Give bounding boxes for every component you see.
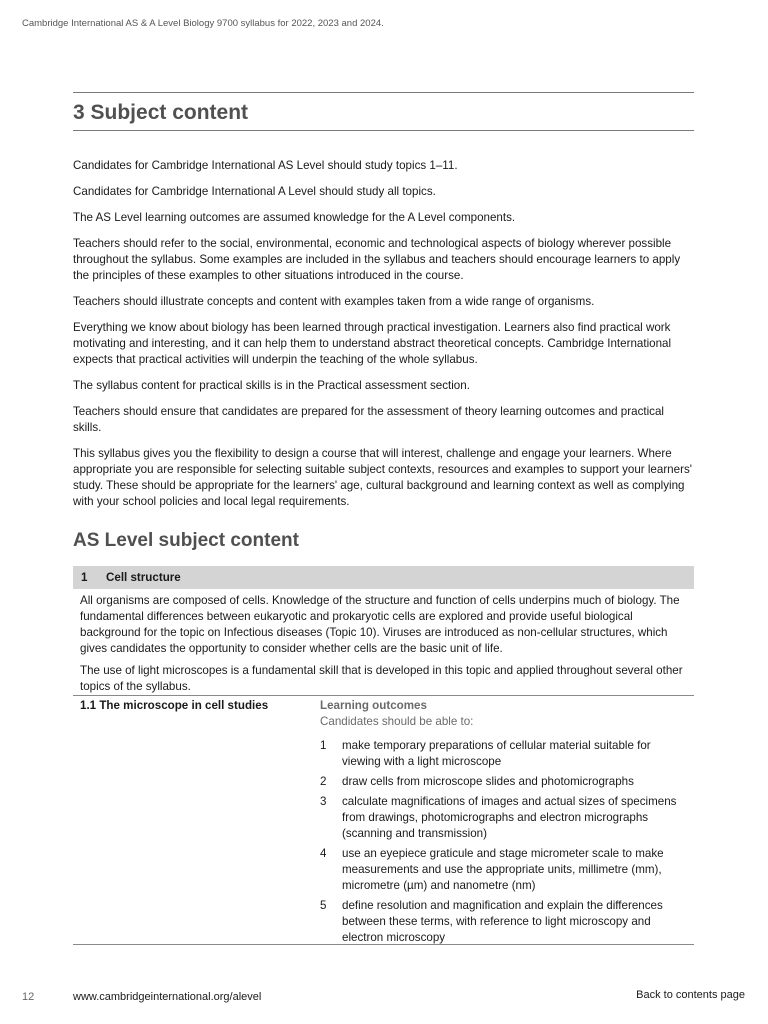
intro-paragraph: This syllabus gives you the flexibility to design a course that will interest, challenge and engage your learners. Where appropriate you are responsible for selecting suitable subject contexts, resources and examples to support your learners' study. These should be appropriate for the learners' age, cultural background and learning context as well as complying with your school policies and local legal requirements. <box>73 447 692 508</box>
subtopic-title: 1.1 The microscope in cell studies <box>80 699 269 712</box>
intro-text <box>73 158 694 520</box>
intro-paragraph: Candidates for Cambridge International A Level should study all topics. <box>73 185 436 198</box>
outcome-number: 5 <box>320 899 327 912</box>
topic-intro <box>80 593 690 701</box>
outcome-text: calculate magnifications of images and actual sizes of specimens from drawings, photomicrographs and electron micrographs (scanning and transmission) <box>342 795 677 840</box>
table-bottom-rule <box>73 944 694 945</box>
topic-title: Cell structure <box>106 571 181 584</box>
footer-url-link[interactable]: www.cambridgeinternational.org/alevel <box>73 991 262 1003</box>
list-item <box>320 774 690 790</box>
page-number: 12 <box>22 991 35 1003</box>
topic-number: 1 <box>81 571 88 584</box>
table-top-rule <box>73 695 694 696</box>
intro-paragraph: Teachers should illustrate concepts and content with examples taken from a wide range of organisms. <box>73 295 595 308</box>
back-to-contents-link[interactable]: Back to contents page <box>636 989 745 1001</box>
learning-outcomes-subheading: Candidates should be able to: <box>320 715 474 728</box>
learning-outcomes-list <box>320 738 690 950</box>
outcome-text: define resolution and magnification and explain the differences between these terms, with reference to light microscopy and electron microscopy <box>342 899 663 944</box>
intro-paragraph: Candidates for Cambridge International AS Level should study topics 1–11. <box>73 159 458 172</box>
outcome-number: 2 <box>320 775 327 788</box>
intro-paragraph: Teachers should refer to the social, environmental, economic and technological aspects of biology wherever possible throughout the syllabus. Some examples are included in the syllabus and teachers should encourage learners to apply the principles of these examples to other situations introduced in the course. <box>73 237 681 282</box>
section-title-box <box>73 92 694 131</box>
section-title: 3 Subject content <box>73 101 249 124</box>
list-item <box>320 846 690 894</box>
outcome-text: draw cells from microscope slides and photomicrographs <box>342 775 634 788</box>
outcome-text: make temporary preparations of cellular material suitable for viewing with a light microscope <box>342 739 651 768</box>
intro-paragraph: The syllabus content for practical skills is in the Practical assessment section. <box>73 379 470 392</box>
topic-header-bar <box>73 566 694 589</box>
list-item <box>320 898 690 946</box>
list-item <box>320 738 690 770</box>
outcome-number: 3 <box>320 795 327 808</box>
intro-paragraph: Everything we know about biology has been learned through practical investigation. Learners also find practical work motivating and interesting, and it can help them to understand abstract theoretical concepts. Cambridge International expects that practical activities will underpin the teaching of the whole syllabus. <box>73 321 672 366</box>
topic-intro-paragraph: The use of light microscopes is a fundamental skill that is developed in this topic and applied throughout several other topics of the syllabus. <box>80 664 683 693</box>
as-level-heading: AS Level subject content <box>73 530 299 551</box>
outcome-text: use an eyepiece graticule and stage micrometer scale to make measurements and use the appropriate units, millimetre (mm), micrometre (µm) and nanometre (nm) <box>342 847 664 892</box>
outcome-number: 1 <box>320 739 327 752</box>
learning-outcomes-heading: Learning outcomes <box>320 699 427 712</box>
list-item <box>320 794 690 842</box>
topic-intro-paragraph: All organisms are composed of cells. Knowledge of the structure and function of cells underpins much of biology. The fundamental differences between eukaryotic and prokaryotic cells are explored and provide useful biological background for the topic on Infectious diseases (Topic 10). Viruses are introduced as non-cellular structures, which gives candidates the opportunity to consider whether cells are the basic unit of life. <box>80 594 680 655</box>
running-header: Cambridge International AS & A Level Biology 9700 syllabus for 2022, 2023 and 2024. <box>22 18 384 29</box>
outcome-number: 4 <box>320 847 327 860</box>
intro-paragraph: Teachers should ensure that candidates are prepared for the assessment of theory learning outcomes and practical skills. <box>73 405 664 434</box>
intro-paragraph: The AS Level learning outcomes are assumed knowledge for the A Level components. <box>73 211 516 224</box>
